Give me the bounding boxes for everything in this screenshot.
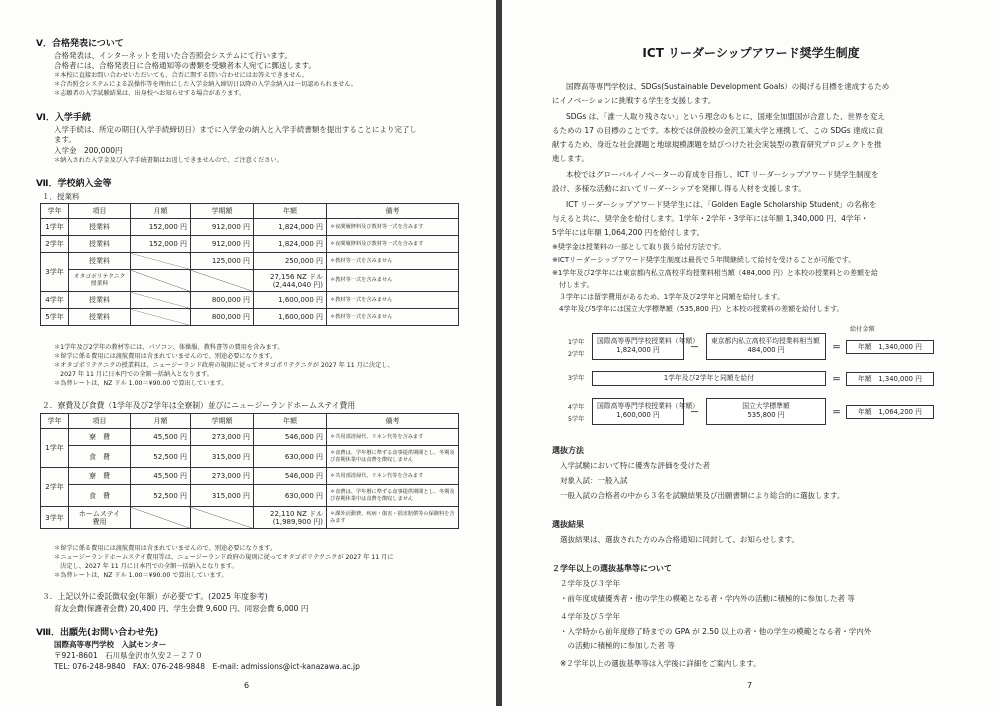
text: るための 17 の目標のことです。本校では併設校の金沢工業大学と連携して、この SDGs 達成に貢 (552, 126, 884, 135)
table-cell: 年額 (254, 414, 327, 429)
table-cell: ＊教材等一式を含みません (327, 253, 459, 270)
note: 付します。 (552, 281, 594, 289)
note: ＊合否照会システムによる誤操作等を理由にした入学金納入締切日以降の入学金納入は一切認められません。 (54, 81, 357, 88)
text: 合格者には、合格発表日に合格通知等の書類を受験者本人宛てに郵送します。 (54, 61, 316, 70)
table-header-row (41, 414, 459, 429)
table-cell: 315,000 円 (191, 446, 254, 468)
text: 育友会費(保護者会費) 20,400 円、学生会費 9,600 円、同窓会費 6,000 円 (54, 604, 309, 613)
minus-sign: － (690, 343, 700, 353)
subheading: １．授業料 (42, 192, 80, 201)
note: ＊為替レートは、NZ ドル 1.00＝¥90.00 で算出しています。 (54, 380, 228, 387)
text: ４学年及び５学年 (560, 612, 620, 621)
text: 進します。 (552, 154, 589, 163)
subheading: ３．上記以外に委託徴収金(年額）が必要です。(2025 年度参考) (42, 592, 268, 601)
table-row (41, 446, 459, 468)
table-row (41, 219, 459, 236)
grade-label: 2学年 (568, 351, 585, 358)
criteria-heading: ２学年以上の選抜基準等について (552, 564, 672, 573)
dorm-fee-table (40, 413, 459, 529)
grade-label: 1学年 (568, 339, 585, 346)
text: 選抜結果は、選抜された方のみ合格通知に同封して、お知らせします。 (560, 535, 800, 544)
table-cell (131, 309, 191, 326)
table-cell: 月額 (131, 414, 191, 429)
page-right (502, 0, 1000, 706)
table-row (41, 429, 459, 446)
text: 本校ではグローバルイノベーターの育成を目指し、ICT リーダーシップアワード奨学生制度を (566, 170, 879, 179)
text: 与えると共に、奨学金を給付します。1学年・2学年・3学年には年額 1,340,000 円、4学年・ (552, 214, 869, 223)
table-cell: 年額 (254, 204, 327, 219)
table-cell: 250,000 円 (254, 253, 327, 270)
text: 入学試験において特に優秀な評価を受けた者 (560, 461, 710, 470)
table-cell: 学期額 (191, 204, 254, 219)
section-8-heading: Ⅷ．出願先(お問い合わせ先) (36, 628, 159, 638)
note: ＊留学に係る費用には渡航費用は含まれていませんので、別途必要になります。 (54, 545, 277, 552)
table-cell: 授業料 (69, 236, 131, 253)
table-cell: 2学年 (41, 468, 69, 507)
note: ＊ニュージーランドホームステイ費用等は、ニュージーランド政府の規則に従ってオタゴポリテクニクが 2027 年 11 月に (54, 554, 394, 561)
minus-sign: － (690, 408, 700, 418)
note: ＊本校に直接お問い合わせいただいても、合否に関する問い合わせにはお答えできません。 (54, 72, 309, 79)
page-left (0, 0, 496, 706)
table-row (41, 270, 459, 292)
table-cell: 630,000 円 (254, 446, 327, 468)
table-cell: 800,000 円 (191, 292, 254, 309)
table-cell (191, 270, 254, 292)
table-row (41, 468, 459, 485)
table-cell: 備考 (327, 204, 459, 219)
section-6-heading: Ⅵ．入学手続 (36, 113, 91, 123)
table-cell: 1,824,000 円 (254, 219, 327, 236)
table-cell: 1,600,000 円 (254, 309, 327, 326)
table-cell: 52,500 円 (131, 446, 191, 468)
result-box: 年額 1,064,200 円 (846, 405, 934, 419)
equals-sign: ＝ (832, 375, 842, 385)
table-row (41, 485, 459, 507)
table-cell (131, 507, 191, 529)
table-cell: ＊教材等一式を含みません (327, 270, 459, 292)
note: ＊為替レートは、NZ ドル 1.00＝¥90.00 で算出しています。 (54, 572, 228, 579)
page-number: 6 (244, 681, 250, 690)
text: SDGs は、「誰一人取り残さない」という理念のもとに、国連全加盟国が合意した、世界を変え (566, 112, 885, 121)
text: 国際高等専門学校は、SDGs(Sustainable Development Goals）の掲げる目標を達成するため (566, 82, 890, 91)
text: ２学年及び３学年 (560, 579, 620, 588)
grade-label: 4学年 (568, 404, 585, 411)
text: 対象入試：一般入試 (560, 476, 628, 485)
note: ＊1学年及び2学年の教材等には、パソコン、体操服、教科書等の費用を含みます。 (54, 344, 284, 351)
table-cell: 52,500 円 (131, 485, 191, 507)
note: 決定し、2027 年 11 月に日本円での全額一括納入となります。 (54, 563, 238, 570)
table-cell: 寮 費 (69, 468, 131, 485)
table-cell: 学年 (41, 414, 69, 429)
table-cell: ＊食費は、学年暦に準ずる食事提供期間とし、冬期及び春期休業中は食費を徴収しません (327, 446, 459, 468)
table-cell: 800,000 円 (191, 309, 254, 326)
note: ※奨学金は授業料の一部として取り扱う給付方法です。 (552, 243, 726, 251)
org-name: 国際高等専門学校 入試センター (54, 640, 167, 649)
text: ます。 (54, 135, 76, 144)
text: 献するため、身近な社会課題と地球規模課題を結びつけた社会実装型の教育研究プロジェクトを推 (552, 140, 882, 149)
table-cell: 125,000 円 (191, 253, 254, 270)
table-cell: 授業料 (69, 253, 131, 270)
formula-box: 国立大学標準額 535,800 円 (706, 398, 826, 425)
result-box: 年額 1,340,000 円 (846, 340, 934, 354)
table-cell (131, 292, 191, 309)
text: 5学年には年額 1,064,200 円を給付します。 (552, 228, 705, 237)
page-number: 7 (747, 681, 753, 690)
table-cell (131, 253, 191, 270)
text: の活動に積極的に参加した者 等 (560, 641, 675, 650)
table-cell: 寮 費 (69, 429, 131, 446)
note: ※２学年以上の選抜基準等は入学後に詳細をご案内します。 (560, 659, 761, 668)
text: 設け、多様な活動においてリーダーシップを発揮し得る人材を支援します。 (552, 184, 806, 193)
table-cell: 学期額 (191, 414, 254, 429)
table-cell: ＊課外活動費、疾病・傷害・損害賠償等の保険料を含みます (327, 507, 459, 529)
table-cell: 食 費 (69, 485, 131, 507)
table-cell: 45,500 円 (131, 429, 191, 446)
table-cell: 2学年 (41, 236, 69, 253)
table-cell: 152,000 円 (131, 236, 191, 253)
table-cell: 食 費 (69, 446, 131, 468)
text: 入学金 200,000円 (54, 146, 123, 155)
page-title: ICT リーダーシップアワード奨学生制度 (642, 46, 860, 60)
table-cell: 学年 (41, 204, 69, 219)
text: 合格発表は、インターネットを用いた合否照会システムにて行います。 (54, 51, 292, 60)
table-cell: 273,000 円 (191, 468, 254, 485)
table-cell: 項目 (69, 204, 131, 219)
column-header: 給付金額 (850, 326, 875, 333)
selection-result-heading: 選抜結果 (552, 520, 584, 529)
table-cell: 項目 (69, 414, 131, 429)
table-cell: 630,000 円 (254, 485, 327, 507)
text: 入学手続は、所定の期日(入学手続締切日）までに入学金の納入と入学手続書類を提出することにより完了し (54, 125, 417, 134)
table-cell: オタゴポリテクニク 授業料 (69, 270, 131, 292)
table-row (41, 292, 459, 309)
grade-label: 3学年 (568, 375, 585, 382)
table-cell: ＊教材等一式を含みません (327, 309, 459, 326)
table-cell: 授業料 (69, 309, 131, 326)
formula-box: 国際高等専門学校授業料（年額） 1,600,000 円 (592, 398, 684, 425)
note: ※ICTリーダーシップアワード奨学生制度は最長で５年間継続して給付を受けることが可能です。 (552, 256, 856, 264)
table-cell: 1,600,000 円 (254, 292, 327, 309)
table-cell: 273,000 円 (191, 429, 254, 446)
table-cell: ＊教材等一式を含みません (327, 292, 459, 309)
table-cell: 912,000 円 (191, 219, 254, 236)
grade-label: 5学年 (568, 416, 585, 423)
text: ・前年度成績優秀者・他の学生の模範となる者・学内外の活動に積極的に参加した者 等 (560, 594, 855, 603)
table-cell: 912,000 円 (191, 236, 254, 253)
table-cell: 月額 (131, 204, 191, 219)
table-cell: 授業料 (69, 219, 131, 236)
note: ＊オタゴポリテクニクの授業料は、ニュージーランド政府の規則に従ってオタゴポリテクニクが 2027 年 11 月に決定し、 (54, 362, 394, 369)
text: 一般入試の合格者の中から３名を試験結果及び出願書類により総合的に選抜します。 (560, 491, 845, 500)
note: ※1学年及び2学年には東京都内私立高校平均授業料相当額（484,000 円）と本校の授業料との差額を給 (552, 269, 878, 277)
note: 2027 年 11 月に日本円での全額一括納入となります。 (54, 371, 213, 378)
equals-sign: ＝ (832, 343, 842, 353)
tuition-table (40, 203, 459, 326)
table-cell: 5学年 (41, 309, 69, 326)
table-row (41, 236, 459, 253)
table-cell: ＊食費は、学年暦に準ずる食事提供期間とし、冬期及び春期休業中は食費を徴収しません (327, 485, 459, 507)
table-cell: 1,824,000 円 (254, 236, 327, 253)
table-cell: 3学年 (41, 507, 69, 529)
table-cell: ホームステイ 費用 (69, 507, 131, 529)
selection-method-heading: 選抜方法 (552, 446, 584, 455)
section-7-heading: Ⅶ．学校納入金等 (36, 179, 112, 189)
table-cell: 315,000 円 (191, 485, 254, 507)
table-cell: 1学年 (41, 219, 69, 236)
table-cell: 152,000 円 (131, 219, 191, 236)
table-cell: ＊共用部清掃代、リネン代等を含みます (327, 429, 459, 446)
table-cell: 546,000 円 (254, 468, 327, 485)
table-cell: 授業料 (69, 292, 131, 309)
table-cell: 22,110 NZ ドル (1,989,900 円) (254, 507, 327, 529)
note: ＊志願者の入学試験結果は、出身校へお知らせする場合があります。 (54, 90, 246, 97)
table-cell: 45,500 円 (131, 468, 191, 485)
subheading: ２．寮費及び食費（1学年及び2学年は全寮制）並びにニュージーランドホームステイ費用 (42, 401, 356, 410)
table-cell: 546,000 円 (254, 429, 327, 446)
table-row (41, 309, 459, 326)
note: ＊留学に係る費用には渡航費用は含まれていませんので、別途必要になります。 (54, 353, 277, 360)
table-cell: 4学年 (41, 292, 69, 309)
formula-box: 東京都内私立高校平均授業料相当額 484,000 円 (706, 333, 826, 360)
text: にイノベーションに挑戦する学生を支援します。 (552, 96, 716, 105)
contact: TEL: 076-248-9840 FAX: 076-248-9848 E-mail: admissions@ict-kanazawa.ac.jp (54, 662, 360, 671)
table-cell: ＊夜間履修料及び教材等一式を含みます (327, 219, 459, 236)
section-5-heading: Ⅴ．合格発表について (36, 39, 124, 49)
table-cell: 27,156 NZ ドル (2,444,040 円) (254, 270, 327, 292)
address: 〒921-8601 石川県金沢市久安２－２７０ (54, 651, 203, 660)
table-row (41, 253, 459, 270)
table-header-row (41, 204, 459, 219)
result-box: 年額 1,340,000 円 (846, 372, 934, 386)
table-row (41, 507, 459, 529)
table-cell: ＊共用部清掃代、リネン代等を含みます (327, 468, 459, 485)
table-cell: 備考 (327, 414, 459, 429)
note: 4学年及び5学年には国立大学標準額（535,800 円）と本校の授業料の差額を給付します。 (552, 305, 844, 313)
text: ・入学時から前年度修了時までの GPA が 2.50 以上の者・他の学生の模範となる者・学内外 (560, 627, 872, 636)
note: ３学年には留学費用があるため、1学年及び2学年と同額を給付します。 (552, 293, 785, 301)
table-cell: 1学年 (41, 429, 69, 468)
formula-box: 国際高等専門学校授業料（年額） 1,824,000 円 (592, 333, 684, 360)
note: ＊納入された入学金及び入学手続書類はお返しできませんので、ご注意ください。 (54, 157, 283, 164)
table-cell: ＊夜間履修料及び教材等一式を含みます (327, 236, 459, 253)
table-cell (131, 270, 191, 292)
text: ICT リーダーシップアワード奨学生には、「Golden Eagle Scholarship Student」の名称を (566, 200, 877, 209)
table-cell: 3学年 (41, 253, 69, 292)
formula-box: 1学年及び2学年と同額を給付 (592, 371, 826, 386)
table-cell (191, 507, 254, 529)
equals-sign: ＝ (832, 408, 842, 418)
